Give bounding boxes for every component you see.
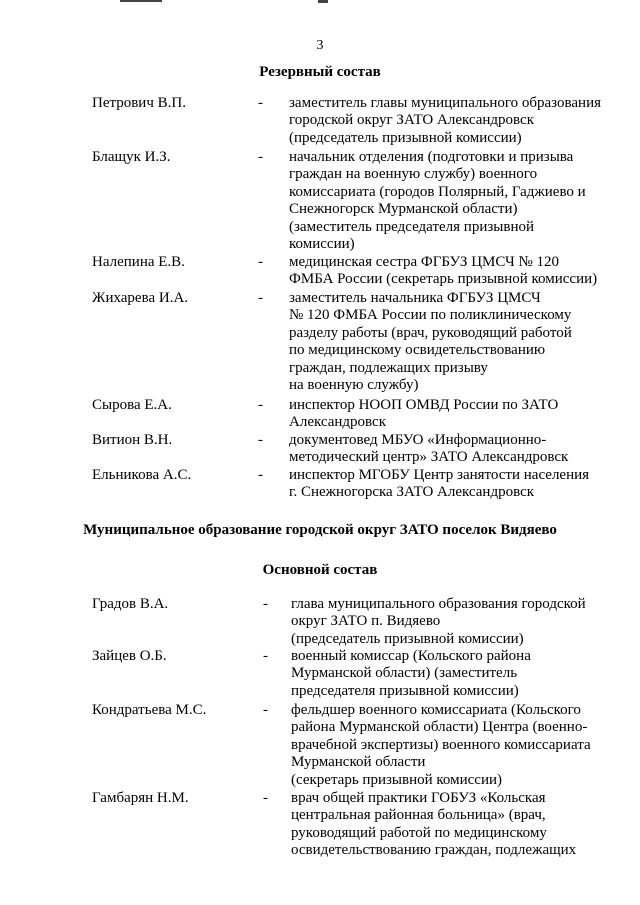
member-position-line: комиссии) xyxy=(289,236,355,253)
member-position-line: (председатель призывной комиссии) xyxy=(291,630,524,647)
member-position-line: военный комиссар (Кольского района xyxy=(291,648,531,664)
member-position-line: заместитель главы муниципального образования xyxy=(289,95,602,111)
member-position-line: фельдшер военного комиссариата (Кольского xyxy=(291,702,581,718)
member-position xyxy=(289,397,609,432)
member-name: Градов В.А. xyxy=(92,596,169,612)
member-position-line: (председатель призывной комиссии) xyxy=(289,129,522,146)
member-position xyxy=(289,254,609,289)
member-name: Кондратьева М.С. xyxy=(92,702,207,718)
member-position xyxy=(291,596,611,648)
member-position-line: разделу работы (врач, руководящий работой xyxy=(289,324,572,341)
member-position-line: Мурманской области) (заместитель xyxy=(291,665,518,682)
page-number: 3 xyxy=(316,38,324,53)
member-name: Блащук И.З. xyxy=(92,149,171,165)
member-position-line: врачебной экспертизы) военного комиссариата xyxy=(291,736,591,753)
member-position xyxy=(289,149,609,253)
scan-edge-mark-right xyxy=(318,0,328,3)
member-position-line: граждан, подлежащих призыву xyxy=(289,359,488,376)
member-dash: - xyxy=(258,397,263,413)
member-position xyxy=(289,290,609,394)
member-position xyxy=(289,467,609,502)
member-position xyxy=(291,790,611,860)
member-position xyxy=(289,432,609,467)
member-position-line: округ ЗАТО п. Видяево xyxy=(291,613,441,630)
member-position-line: методический центр» ЗАТО Александровск xyxy=(289,449,569,466)
member-position-line: медицинская сестра ФГБУЗ ЦМСЧ № 120 xyxy=(289,254,560,270)
member-dash: - xyxy=(258,254,263,270)
member-position-line: инспектор НООП ОМВД России по ЗАТО xyxy=(289,397,559,413)
member-position-line: глава муниципального образования городской xyxy=(291,596,586,612)
member-position-line: городской округ ЗАТО Александровск xyxy=(289,112,534,129)
member-position-line: центральная районная больница» (врач, xyxy=(291,807,546,824)
member-position-line: начальник отделения (подготовки и призыва xyxy=(289,149,574,165)
member-name: Гамбарян Н.М. xyxy=(92,790,189,806)
member-dash: - xyxy=(258,290,263,306)
member-dash: - xyxy=(263,648,268,664)
municipality-title: Муниципальное образование городской округ ЗАТО поселок Видяево xyxy=(83,522,557,538)
member-name: Налепина Е.В. xyxy=(92,254,185,270)
member-name: Зайцев О.Б. xyxy=(92,648,167,664)
member-position-line: инспектор МГОБУ Центр занятости населения xyxy=(289,467,590,483)
member-position-line: на военную службу) xyxy=(289,377,419,394)
member-position-line: врач общей практики ГОБУЗ «Кольская xyxy=(291,790,546,806)
member-position-line: председателя призывной комиссии) xyxy=(291,682,519,699)
member-position-line: № 120 ФМБА России по поликлиническому xyxy=(289,307,572,324)
member-position xyxy=(291,702,611,789)
member-position-line: по медицинскому освидетельствованию xyxy=(289,342,546,359)
member-name: Петрович В.П. xyxy=(92,95,186,111)
section-title-reserve: Резервный состав xyxy=(259,64,381,80)
member-position xyxy=(291,648,611,700)
member-position-line: граждан на военную службу) военного xyxy=(289,166,538,183)
member-position-line: Мурманской области xyxy=(291,754,426,771)
member-position-line: освидетельствованию граждан, подлежащих xyxy=(291,842,577,859)
member-position-line: Снежногорск Мурманской области) xyxy=(289,201,518,218)
member-position-line: документовед МБУО «Информационно- xyxy=(289,432,547,448)
member-dash: - xyxy=(263,790,268,806)
member-position xyxy=(289,95,609,147)
member-dash: - xyxy=(263,702,268,718)
member-position-line: комиссариата (городов Полярный, Гаджиево и xyxy=(289,183,586,200)
member-position-line: района Мурманской области) Центра (военно- xyxy=(291,719,588,736)
member-name: Ельникова А.С. xyxy=(92,467,192,483)
member-position-line: (заместитель председателя призывной xyxy=(289,218,534,235)
member-dash: - xyxy=(263,596,268,612)
member-position-line: Александровск xyxy=(289,414,386,431)
member-position-line: заместитель начальника ФГБУЗ ЦМСЧ xyxy=(289,290,541,306)
member-name: Жихарева И.А. xyxy=(92,290,189,306)
member-position-line: (секретарь призывной комиссии) xyxy=(291,771,502,788)
member-dash: - xyxy=(258,149,263,165)
member-dash: - xyxy=(258,432,263,448)
member-position-line: руководящий работой по медицинскому xyxy=(291,824,547,841)
member-name: Витион В.Н. xyxy=(92,432,173,448)
member-position-line: ФМБА России (секретарь призывной комиссии) xyxy=(289,271,598,288)
section-title-main: Основной состав xyxy=(262,562,378,578)
member-name: Сырова Е.А. xyxy=(92,397,172,413)
member-position-line: г. Снежногорска ЗАТО Александровск xyxy=(289,484,535,501)
member-dash: - xyxy=(258,95,263,111)
scan-edge-mark-left xyxy=(120,0,162,2)
member-dash: - xyxy=(258,467,263,483)
